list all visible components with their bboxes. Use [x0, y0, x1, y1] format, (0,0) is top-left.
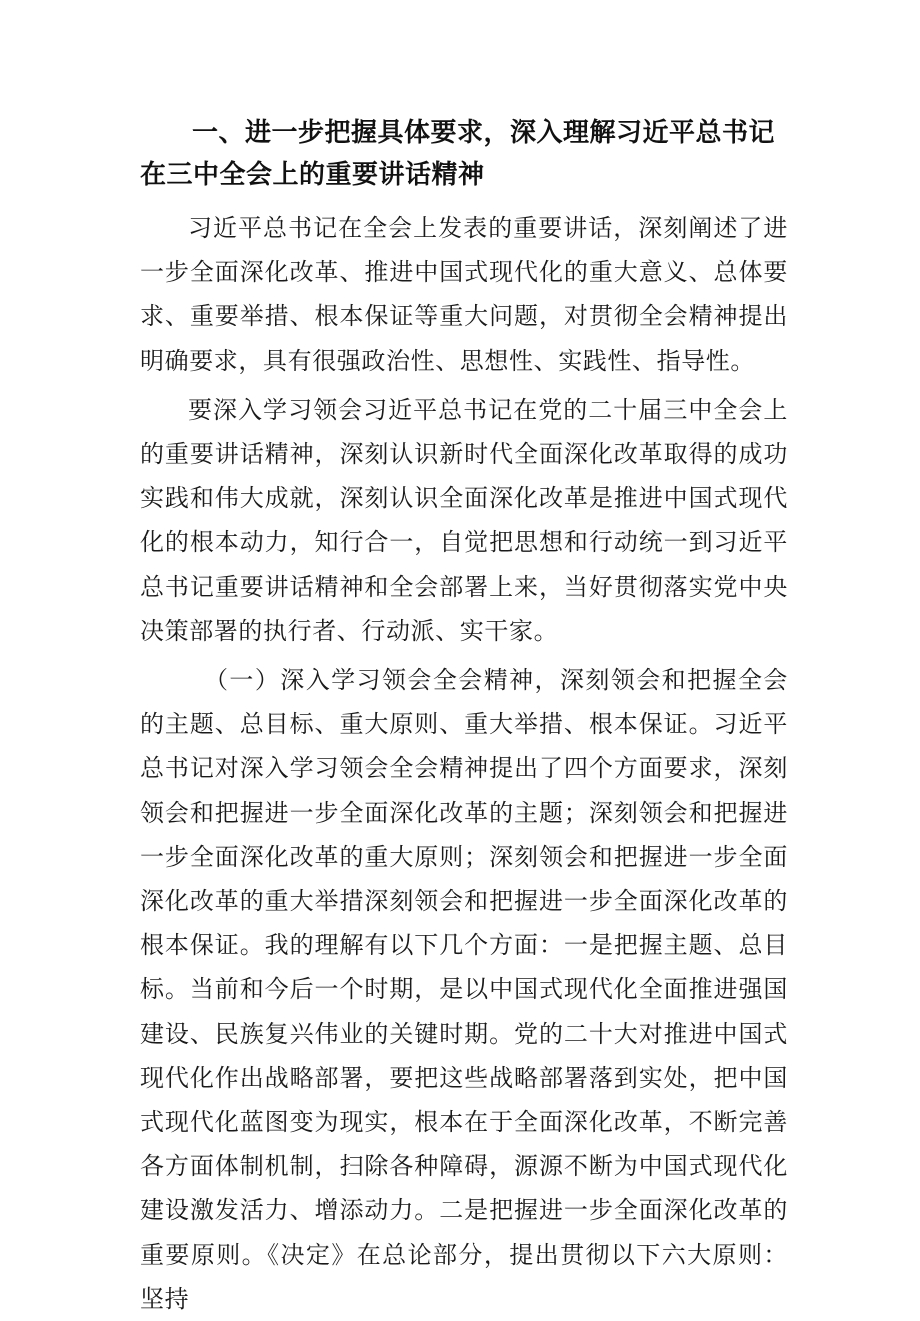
section-heading: 一、进一步把握具体要求，深入理解习近平总书记在三中全会上的重要讲话精神 — [140, 118, 776, 190]
paragraph-1: 习近平总书记在全会上发表的重要讲话，深刻阐述了进一步全面深化改革、推进中国式现代化的重大意义、总体要求、重要举措、根本保证等重大问题，对贯彻全会精神提出明确要求，具有很强政治性、思想性、实践性、指导性。 — [140, 214, 788, 375]
document-body — [140, 112, 788, 1321]
paragraph-3: （一）深入学习领会全会精神，深刻领会和把握全会的主题、总目标、重大原则、重大举措、根本保证。习近平总书记对深入学习领会全会精神提出了四个方面要求，深刻领会和把握进一步全面深化改革的主题；深刻领会和把握进一步全面深化改革的重大原则；深刻领会和把握进一步全面深化改革的重大举措深刻领会和把握进一步全面深化改革的根本保证。我的理解有以下几个方面：一是把握主题、总目标。当前和今后一个时期，是以中国式现代化全面推进强国建设、民族复兴伟业的关键时期。党的二十大对推进中国式现代化作出战略部署，要把这些战略部署落到实处，把中国式现代化蓝图变为现实，根本在于全面深化改革，不断完善各方面体制机制，扫除各种障碍，源源不断为中国式现代化建设激发活力、增添动力。二是把握进一步全面深化改革的重要原则。《决定》在总论部分，提出贯彻以下六大原则：坚持 — [140, 666, 788, 1313]
paragraph-2: 要深入学习领会习近平总书记在党的二十届三中全会上的重要讲话精神，深刻认识新时代全面深化改革取得的成功实践和伟大成就，深刻认识全面深化改革是推进中国式现代化的根本动力，知行合一，自觉把思想和行动统一到习近平总书记重要讲话精神和全会部署上来，当好贯彻落实党中央决策部署的执行者、行动派、实干家。 — [140, 395, 788, 645]
